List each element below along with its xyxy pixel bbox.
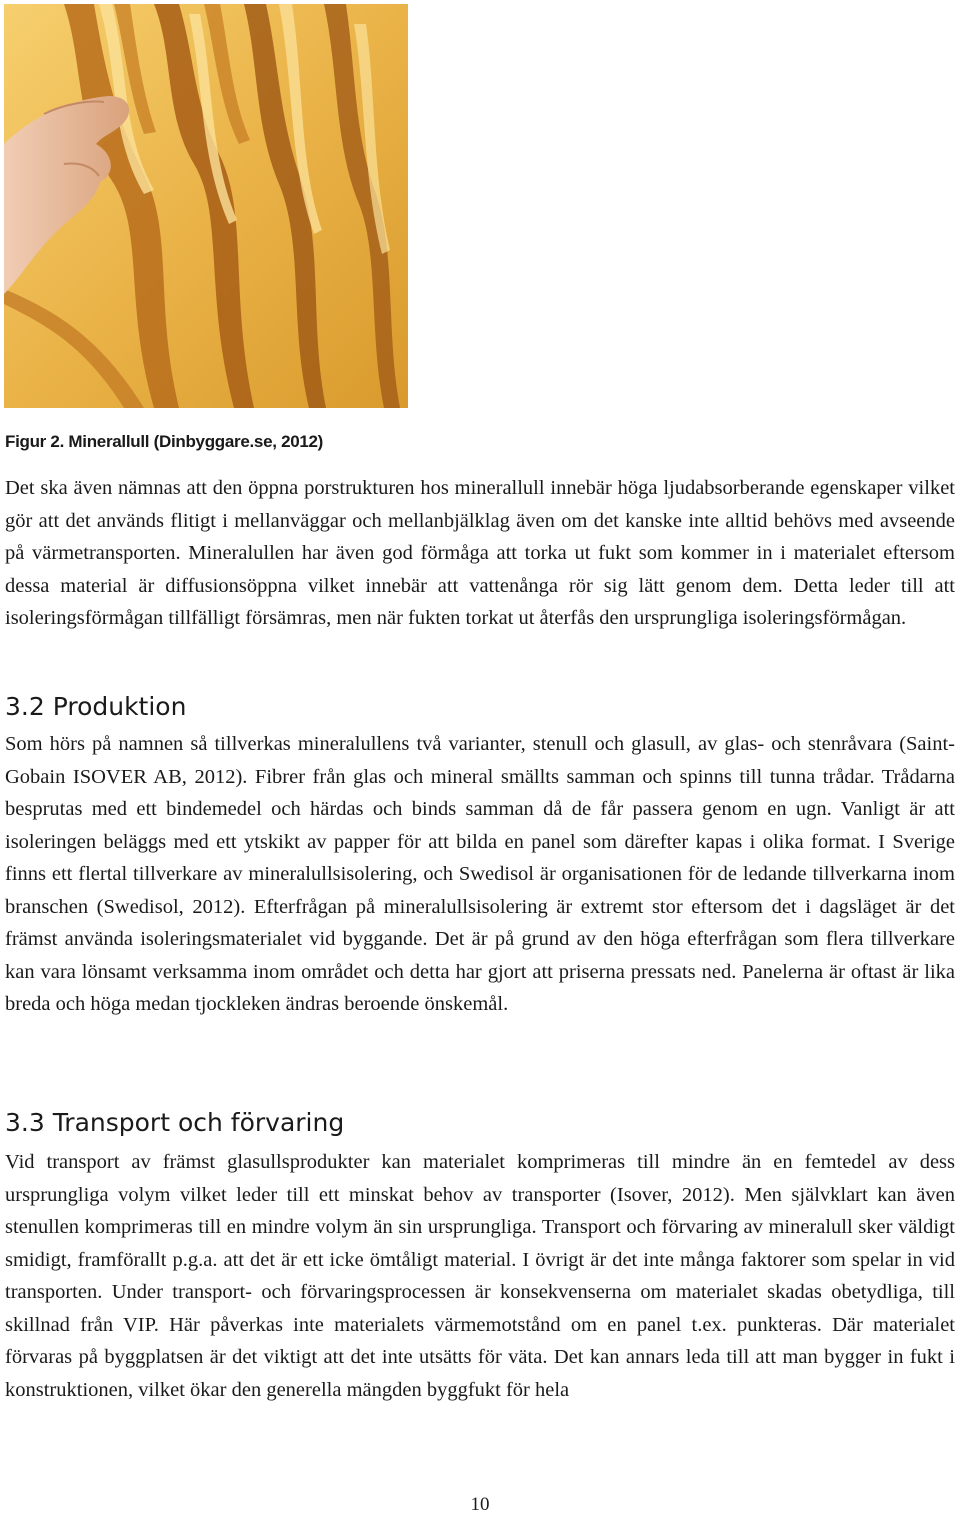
paragraph-transport: Vid transport av främst glasullsprodukter kan materialet komprimeras till mindre än en femtedel av dess ursprungliga volym vilket leder till ett minskat behov av transporter (Isover, 2012). Men självklart kan även stenullen komprimeras till en mindre volym än sin ursprungliga. Transport och förvaring av mineralull sker väldigt smidigt, framförallt p.g.a. att det är ett icke ömtåligt material. I övrigt är det inte många faktorer som spelar in vid transporten. Under transport- och förvaringsprocessen är konsekvenserna om materialet skadas obetydliga, till skillnad från VIP. Här påverkas inte materialets värmemotstånd om en panel t.ex. punkteras. Där materialet förvaras på byggplatsen är det viktigt att det inte utsätts för väta. Det kan annars leda till att man bygger in fukt i konstruktionen, vilket ökar den generella mängden byggfukt för hela bbox=[5, 1151, 955, 1401]
figure-caption: Figur 2. Minerallull (Dinbyggare.se, 2012) bbox=[5, 432, 324, 451]
paragraph-intro: Det ska även nämnas att den öppna porstrukturen hos minerallull innebär höga ljudabsorberande egenskaper vilket gör att det används flitigt i mellanväggar och mellanbjälklag även om det kanske inte alltid behövs med avseende på värmetransporten. Mineralullen har även god förmåga att torka ut fukt som kommer in i materialet eftersom dessa material är diffusionsöppna vilket innebär att vattenånga rör sig lätt genom dem. Detta leder till att isoleringsförmågan tillfälligt försämras, men när fukten torkat ut återfås den ursprungliga isoleringsförmågan. bbox=[5, 477, 955, 629]
mineral-wool-photo bbox=[4, 4, 408, 408]
paragraph-produktion: Som hörs på namnen så tillverkas mineralullens två varianter, stenull och glasull, av glas- och stenråvara (Saint-Gobain ISOVER AB, 2012). Fibrer från glas och mineral smällts samman och spinns till tunna trådar. Trådarna besprutas med ett bindemedel och härdas och binds samman då de får passera genom en ugn. Vanligt är att isoleringen beläggs med ett ytskikt av papper för att bilda en panel som därefter kapas i olika format. I Sverige finns ett flertal tillverkare av mineralullsisolering, och Swedisol är organisationen för de ledande tillverkarna inom branschen (Swedisol, 2012). Efterfrågan på mineralullsisolering är extremt stor eftersom det i dagsläget är det främst använda isoleringsmaterialet vid byggande. Det är på grund av den höga efterfrågan som flera tillverkare kan vara lönsamt verksamma inom området och detta har gjort att priserna pressats ned. Panelerna är oftast är lika breda och höga medan tjockleken ändras beroende önskemål. bbox=[5, 733, 955, 1015]
page-number: 10 bbox=[470, 1494, 490, 1515]
section-heading-transport: 3.3 Transport och förvaring bbox=[5, 1108, 345, 1137]
section-heading-produktion: 3.2 Produktion bbox=[5, 692, 187, 721]
